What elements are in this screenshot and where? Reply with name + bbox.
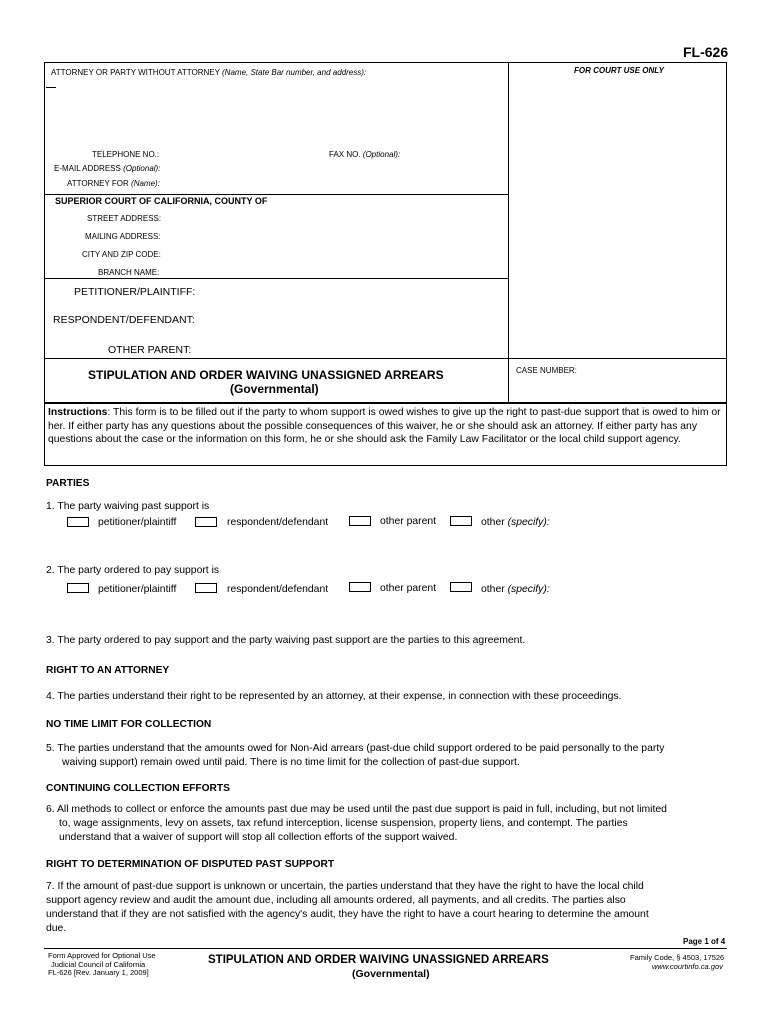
item-6-line-3: understand that a waiver of support will stop all collection efforts of the support waived. <box>59 832 458 843</box>
option-label: respondent/defendant <box>227 584 329 595</box>
page-number: Page 1 of 4 <box>683 937 726 946</box>
no-time-limit-heading: NO TIME LIMIT FOR COLLECTION <box>46 719 212 730</box>
city-zip-label: CITY AND ZIP CODE: <box>82 250 161 259</box>
item-6-line-1: 6. All methods to collect or enforce the amounts past due may be used until the past due support is paid in full, including, but not limited <box>46 804 667 815</box>
item-3: 3. The party ordered to pay support and the party waiving past support are the parties to this agreement. <box>46 635 526 646</box>
attorney-mark <box>46 87 56 88</box>
attorney-label: ATTORNEY OR PARTY WITHOUT ATTORNEY (Name, State Bar number, and address): <box>51 68 367 77</box>
checkbox-paying-respondent[interactable] <box>195 583 217 593</box>
item-4: 4. The parties understand their right to be represented by an attorney, at their expense, in connection with these proceedings. <box>46 691 622 702</box>
item-1: 1. The party waiving past support is <box>46 501 210 512</box>
item-5-line-1: 5. The parties understand that the amounts owed for Non-Aid arrears (past-due child support ordered to be paid personally to the party <box>46 743 665 754</box>
option-label: other (specify): <box>481 584 550 595</box>
checkbox-waiving-petitioner[interactable] <box>67 517 89 527</box>
disputed-heading: RIGHT TO DETERMINATION OF DISPUTED PAST SUPPORT <box>46 859 335 870</box>
checkbox-waiving-other[interactable] <box>450 516 472 526</box>
footer-subtitle: (Governmental) <box>352 968 430 980</box>
mailing-address-label: MAILING ADDRESS: <box>85 232 161 241</box>
court-use-label: FOR COURT USE ONLY <box>574 66 664 75</box>
caption-divider <box>508 63 509 402</box>
court-title: SUPERIOR COURT OF CALIFORNIA, COUNTY OF <box>55 196 268 206</box>
case-number-label: CASE NUMBER: <box>516 366 577 375</box>
telephone-label: TELEPHONE NO.: <box>92 150 160 159</box>
court-website-link[interactable]: www.courtinfo.ca.gov <box>652 962 723 971</box>
instructions-text: : This form is to be filled out if the party to whom support is owed wishes to give up the right to past-due support that is owed to him or her. If either party has any questions about the possible consequences of this waiver, he or she should ask an attorney. If either party has any questions about the case or the information on this form, he or she should ask the Family Law Facilitator or the local child support agency. <box>48 407 721 446</box>
footer-title: STIPULATION AND ORDER WAIVING UNASSIGNED ARREARS <box>208 954 549 966</box>
email-label: E-MAIL ADDRESS (Optional): <box>54 164 161 173</box>
form-number: FL-626 <box>683 44 729 60</box>
item-6-line-2: to, wage assignments, levy on assets, tax refund interception, license suspension, property liens, and contempt. The parties <box>59 818 628 829</box>
checkbox-paying-other[interactable] <box>450 582 472 592</box>
checkbox-waiving-respondent[interactable] <box>195 517 217 527</box>
checkbox-waiving-other-parent[interactable] <box>349 516 371 526</box>
item-7-line-2: support agency review and audit the amount due, including all amounts ordered, all payments, and all credits. The parties also <box>46 895 626 906</box>
item-7-line-1: 7. If the amount of past-due support is unknown or uncertain, the parties understand that they have the right to have the local child <box>46 881 644 892</box>
option-label: other parent <box>380 583 437 594</box>
divider-court <box>45 194 508 195</box>
divider-parties <box>45 278 508 279</box>
option-label: other (specify): <box>481 517 550 528</box>
instructions-box <box>44 403 727 466</box>
option-label: petitioner/plaintiff <box>98 584 177 595</box>
approval-block: Form Approved for Optional Use Judicial Council of California FL-626 [Rev. January 1, 2009] <box>48 951 156 977</box>
attorney-for-label: ATTORNEY FOR (Name): <box>67 179 160 188</box>
option-label: other parent <box>380 516 437 527</box>
parties-heading: PARTIES <box>46 478 90 489</box>
divider-title <box>45 358 726 359</box>
other-parent-label: OTHER PARENT: <box>108 344 192 356</box>
item-2: 2. The party ordered to pay support is <box>46 565 220 576</box>
form-title: STIPULATION AND ORDER WAIVING UNASSIGNED ARREARS <box>88 368 444 382</box>
item-7-line-4: due. <box>46 923 67 934</box>
fax-label: FAX NO. (Optional): <box>329 150 401 159</box>
branch-name-label: BRANCH NAME: <box>98 268 160 277</box>
checkbox-paying-other-parent[interactable] <box>349 582 371 592</box>
form-subtitle: (Governmental) <box>230 382 319 396</box>
street-address-label: STREET ADDRESS: <box>87 214 162 223</box>
respondent-label: RESPONDENT/DEFENDANT: <box>53 314 195 326</box>
continuing-heading: CONTINUING COLLECTION EFFORTS <box>46 783 230 794</box>
option-label: petitioner/plaintiff <box>98 517 177 528</box>
option-label: respondent/defendant <box>227 517 329 528</box>
item-7-line-3: understand that if they are not satisfied with the agency's audit, they have the right to have a court hearing to determine the amount <box>46 909 649 920</box>
footer-rule <box>44 948 727 949</box>
item-5-line-2: waiving support) remain owed until paid. There is no time limit for the collection of past-due support. <box>62 757 520 768</box>
checkbox-paying-petitioner[interactable] <box>67 583 89 593</box>
petitioner-label: PETITIONER/PLAINTIFF: <box>74 286 196 298</box>
right-attorney-heading: RIGHT TO AN ATTORNEY <box>46 665 170 676</box>
instructions-label: Instructions <box>48 407 108 418</box>
family-code: Family Code, § 4503, 17526 <box>630 953 725 962</box>
